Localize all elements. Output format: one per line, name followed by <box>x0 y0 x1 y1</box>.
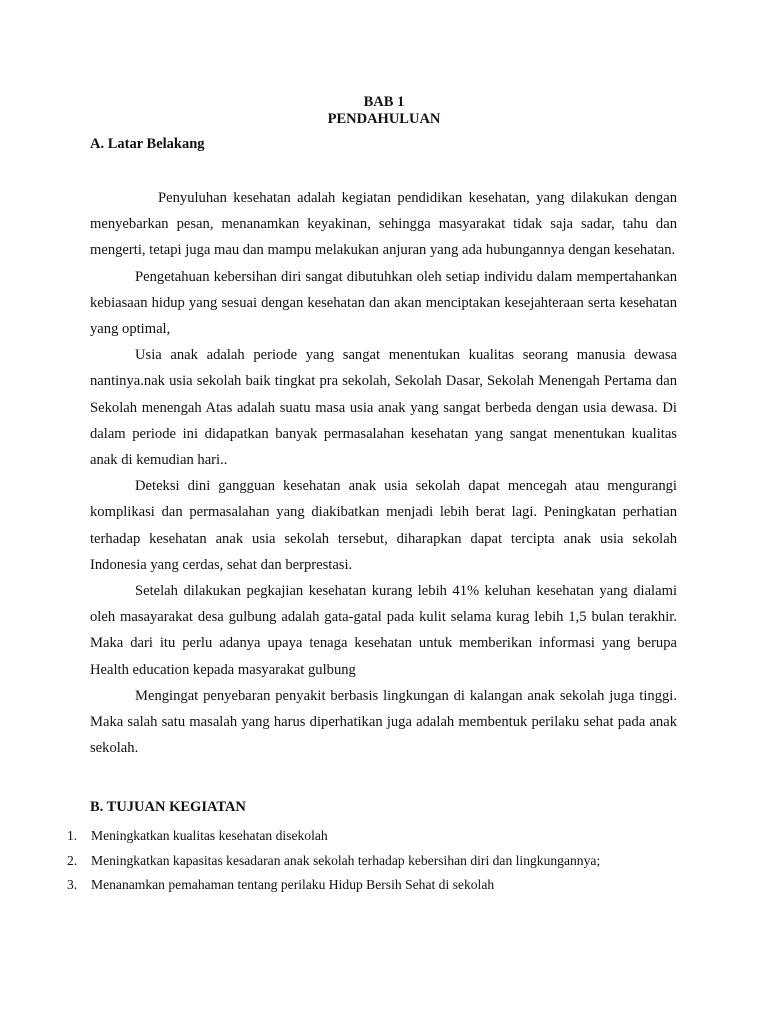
goals-list <box>67 824 707 898</box>
paragraph-usia-anak: Usia anak adalah periode yang sangat menentukan kualitas seorang manusia dewasa nantinya.nak usia sekolah baik tingkat pra sekolah, Sekolah Dasar, Sekolah Menengah Pertama dan Sekolah menengah Atas adalah suatu masa usia anak yang sangat berbeda dengan usia dewasa. Di dalam periode ini didapatkan banyak permasalahan kesehatan yang sangat menentukan kualitas anak di kemudian hari.. <box>90 347 677 469</box>
paragraph-penyuluhan: Penyuluhan kesehatan adalah kegiatan pendidikan kesehatan, yang dilakukan dengan menyebarkan pesan, menanamkan keyakinan, sehingga masyarakat tidak saja sadar, tahu dan mengerti, tetapi juga mau dan mampu melakukan anjuran yang ada hubungannya dengan kesehatan. <box>90 190 677 259</box>
list-item-text: Meningkatkan kualitas kesehatan disekolah <box>91 828 328 843</box>
paragraph-deteksi-dini: Deteksi dini gangguan kesehatan anak usia sekolah dapat mencegah atau mengurangi komplikasi dan permasalahan yang diakibatkan menjadi lebih berat lagi. Peningkatan perhatian terhadap kesehatan anak usia sekolah tersebut, diharapkan dapat tercipta anak usia sekolah Indonesia yang cerdas, sehat dan berprestasi. <box>90 478 677 573</box>
list-item-number: 3. <box>67 877 78 892</box>
chapter-number: BAB 1 <box>363 94 405 110</box>
list-item-number: 1. <box>67 828 78 843</box>
list-item <box>67 873 707 898</box>
list-item-number: 2. <box>67 852 78 868</box>
section-a-body <box>90 185 677 761</box>
list-item <box>67 824 707 849</box>
list-item-text: Meningkatkan kapasitas kesadaran anak sekolah terhadap kebersihan diri dan lingkungannya; <box>91 852 601 868</box>
list-item-text: Menanamkan pemahaman tentang perilaku Hidup Bersih Sehat di sekolah <box>91 877 495 892</box>
paragraph-pengetahuan: Pengetahuan kebersihan diri sangat dibutuhkan oleh setiap individu dalam mempertahankan kebiasaan hidup yang sesuai dengan kesehatan dan akan menciptakan kesejahteraan serta kesehatan yang optimal, <box>90 268 677 338</box>
paragraph-mengingat: Mengingat penyebaran penyakit berbasis lingkungan di kalangan anak sekolah juga tinggi. Maka salah satu masalah yang harus diperhatikan juga adalah membentuk perilaku sehat pada anak sekolah. <box>90 687 677 757</box>
list-item <box>67 849 707 874</box>
section-b-heading: B. TUJUAN KEGIATAN <box>90 799 246 815</box>
chapter-title: PENDAHULUAN <box>327 111 441 127</box>
paragraph-pengkajian: Setelah dilakukan pegkajian kesehatan kurang lebih 41% keluhan kesehatan yang dialami oleh masayarakat desa gulbung adalah gata-gatal pada kulit selama kurag lebih 1,5 bulan terakhir. Maka dari itu perlu adanya upaya tenaga kesehatan untuk memberikan informasi yang berupa Health education kepada masyarakat gulbung <box>90 583 677 678</box>
section-a-heading: A. Latar Belakang <box>90 136 205 152</box>
